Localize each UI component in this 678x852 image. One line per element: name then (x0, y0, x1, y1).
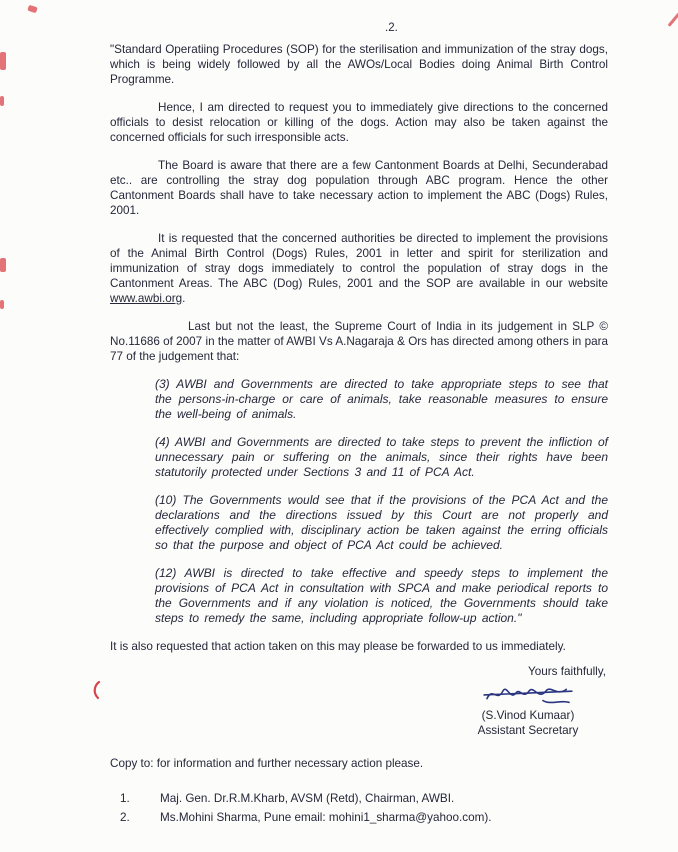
paragraph-supreme-court: Last but not the least, the Supreme Court of India in its judgement in SLP © No.11686 of 2007 in the matter of AWBI Vs A.Nagaraja & Ors has directed among others in para 77 of the judgement that: (110, 320, 608, 363)
page-number: .2. (385, 22, 398, 34)
signatory-title: Assistant Secretary (477, 724, 579, 737)
copy-item-number: 2. (120, 811, 130, 824)
copy-to-label: Copy to: for information and further necessary action please. (110, 757, 424, 770)
copy-item-number: 1. (120, 792, 130, 805)
handwritten-signature (480, 680, 576, 708)
scan-mark (0, 300, 4, 309)
scan-mark (668, 11, 678, 27)
paragraph-sop: "Standard Operatiing Procedures (SOP) for the sterilisation and immunization of the stray dogs, which is being widely followed by all the AWOs/Local Bodies doing Animal Birth Control Programme. (110, 43, 608, 86)
signatory-name: (S.Vinod Kumaar) (481, 709, 575, 722)
closing-line: It is also requested that action taken on this may please be forwarded to us immediately. (110, 640, 566, 653)
paragraph-abc-rules (110, 231, 608, 306)
quote-para-3: (3) AWBI and Governments are directed to take appropriate steps to see that the persons-in-charge or care of animals, take reasonable measures to ensure the well-being of animals. (155, 377, 608, 421)
paragraph-abc-rules-text: It is requested that the concerned authorities be directed to implement the provisions of the Animal Birth Control (Dogs) Rules, 2001 in letter and spirit for sterilization and immunization of stray dogs immediately to control the population of stray dogs in the Cantonment Areas. The ABC (Dog) Rules, 2001 and the SOP are available in our website (110, 232, 608, 290)
judgement-quotes (155, 377, 608, 626)
quote-para-12: (12) AWBI is directed to take effective and speedy steps to implement the provisions of PCA Act in consultation with SPCA and make periodical reports to the Governments and if any violation is noticed, the Governments should take steps to remedy the same, including appropriate follow-up action." (155, 566, 608, 625)
scan-mark (0, 96, 4, 106)
letter-body (110, 42, 608, 829)
quote-para-4: (4) AWBI and Governments are directed to take steps to prevent the infliction of unnecessary pain or suffering on the animals, since their rights have been statutorily protected under Sections 3 and 11 of PCA Act. (155, 435, 608, 479)
copy-item-text: Maj. Gen. Dr.R.M.Kharb, AVSM (Retd), Chairman, AWBI. (160, 792, 455, 805)
quote-para-10: (10) The Governments would see that if the provisions of the PCA Act and the declarations and the directions issued by this Court are not properly and effectively complied with, disciplinary action be taken against the erring officials so that the purpose and object of PCA Act could be achieved. (155, 493, 608, 552)
awbi-website-link[interactable]: www.awbi.org (110, 292, 183, 305)
salutation: Yours faithfully, (528, 665, 606, 678)
scan-mark (0, 258, 6, 272)
paragraph-cantonment-boards: The Board is aware that there are a few Cantonment Boards at Delhi, Secunderabad etc.. are controlling the stray dog population through ABC program. Hence the other Cantonment Boards shall have to take necessary action to implement the ABC (Dogs) Rules, 2001. (110, 159, 608, 217)
paragraph-hence: Hence, I am directed to request you to immediately give directions to the concerned officials to desist relocation or killing of the dogs. Action may also be taken against the concerned officials for such irresponsible acts. (110, 101, 608, 144)
red-pen-mark (90, 680, 104, 700)
copy-item (120, 810, 608, 825)
copy-to-list (110, 791, 608, 825)
scan-mark (27, 5, 37, 13)
signature-block (448, 664, 608, 738)
copy-item-text: Ms.Mohini Sharma, Pune email: mohini1_sharma@yahoo.com). (160, 811, 492, 824)
paragraph-abc-rules-period: . (182, 292, 186, 305)
copy-item (120, 791, 608, 806)
scan-mark (0, 52, 6, 70)
